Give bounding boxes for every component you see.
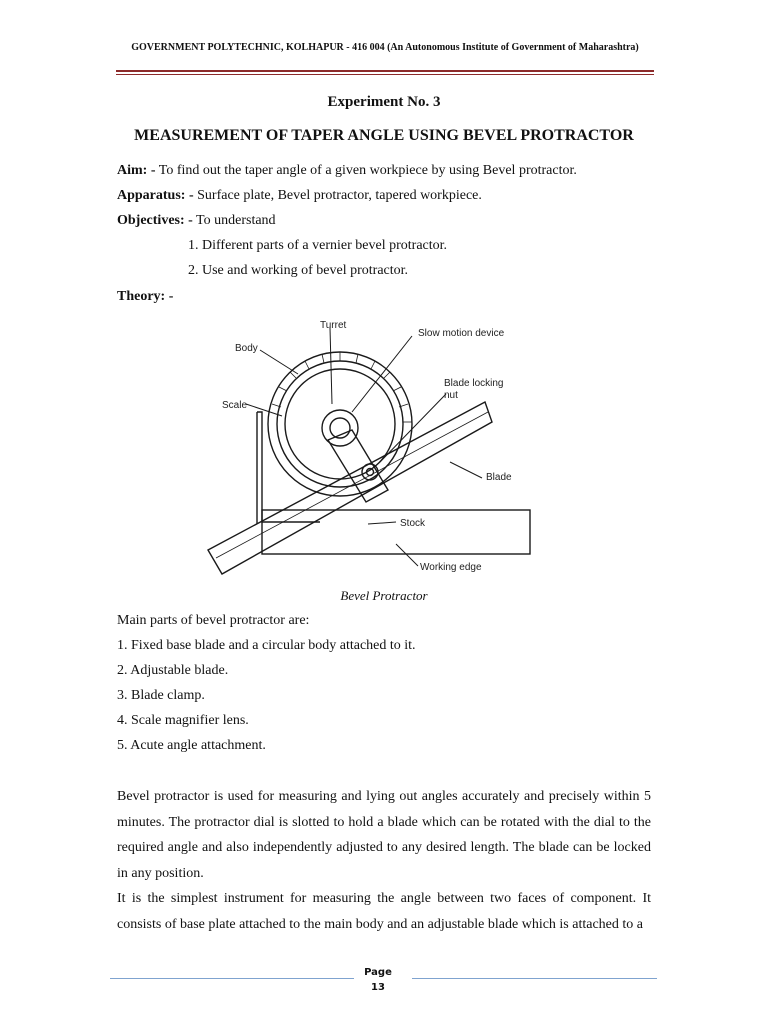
main-parts-intro: Main parts of bevel protractor are:	[117, 613, 310, 628]
apparatus-line	[117, 188, 482, 204]
main-part-item: 2. Adjustable blade.	[117, 663, 229, 678]
header-rule	[116, 70, 654, 72]
body-plate	[257, 412, 320, 522]
bevel-protractor-figure	[200, 312, 560, 587]
main-title: MEASUREMENT OF TAPER ANGLE USING BEVEL PROTRACTOR	[134, 127, 634, 144]
blade-label: Blade	[486, 472, 512, 483]
objective-item: 1. Different parts of a vernier bevel protractor.	[188, 238, 448, 253]
stock-label: Stock	[400, 518, 426, 529]
objectives-line	[117, 213, 276, 229]
figure-caption: Bevel Protractor	[340, 588, 428, 603]
page-number-block	[355, 965, 401, 995]
blade-leader	[450, 462, 482, 478]
turret-leader	[330, 328, 332, 404]
footer-rule-right	[412, 978, 657, 979]
scale-label: Scale	[222, 400, 248, 411]
header-rule-thin	[116, 74, 654, 75]
blade-locking-label-2: nut	[444, 390, 458, 401]
theory-label: Theory: -	[117, 289, 174, 304]
blade-arm	[328, 430, 388, 502]
page-number: 13	[371, 982, 385, 993]
slow-motion-label: Slow motion device	[418, 328, 505, 339]
body-paragraph: Bevel protractor is used for measuring and lying out angles accurately and precisely within 5 minutes. The protractor dial is slotted to hold a blade which can be rotated with the dial to the required angle and also independently adjusted to any desired length. The blade can be locked in any position.	[117, 789, 651, 881]
aim-line	[117, 163, 577, 179]
body-label: Body	[235, 343, 258, 354]
objectives-text: To understand	[192, 213, 276, 228]
apparatus-text: Surface plate, Bevel protractor, tapered workpiece.	[193, 188, 482, 203]
working-edge-leader	[396, 544, 418, 566]
body-leader	[260, 350, 298, 374]
objective-item: 2. Use and working of bevel protractor.	[188, 263, 409, 278]
dial-outer	[268, 352, 412, 496]
main-part-item: 1. Fixed base blade and a circular body attached to it.	[117, 638, 416, 653]
objectives-label: Objectives: -	[117, 213, 193, 228]
body-paragraph: It is the simplest instrument for measuring the angle between two faces of component. It consists of base plate attached to the main body and an adjustable blade which is attached to a	[117, 891, 651, 932]
slow-motion-leader	[352, 336, 412, 412]
institute-header: GOVERNMENT POLYTECHNIC, KOLHAPUR - 416 004 (An Autonomous Institute of Government of Maharashtra)	[131, 42, 639, 53]
main-part-item: 4. Scale magnifier lens.	[117, 713, 249, 728]
turret-label: Turret	[320, 320, 347, 331]
stock	[262, 510, 530, 554]
stock-leader	[368, 522, 396, 524]
main-part-item: 3. Blade clamp.	[117, 688, 205, 703]
apparatus-label: Apparatus: -	[117, 188, 194, 203]
working-edge-label: Working edge	[420, 562, 482, 573]
aim-text: To find out the taper angle of a given workpiece by using Bevel protractor.	[155, 163, 577, 178]
turret-ring	[322, 410, 358, 446]
aim-label: Aim: -	[117, 163, 156, 178]
experiment-title: Experiment No. 3	[327, 94, 441, 110]
page-label: Page	[364, 967, 392, 978]
main-part-item: 5. Acute angle attachment.	[117, 738, 266, 753]
blade-locking-label: Blade locking	[444, 378, 504, 389]
footer-rule-left	[110, 978, 354, 979]
